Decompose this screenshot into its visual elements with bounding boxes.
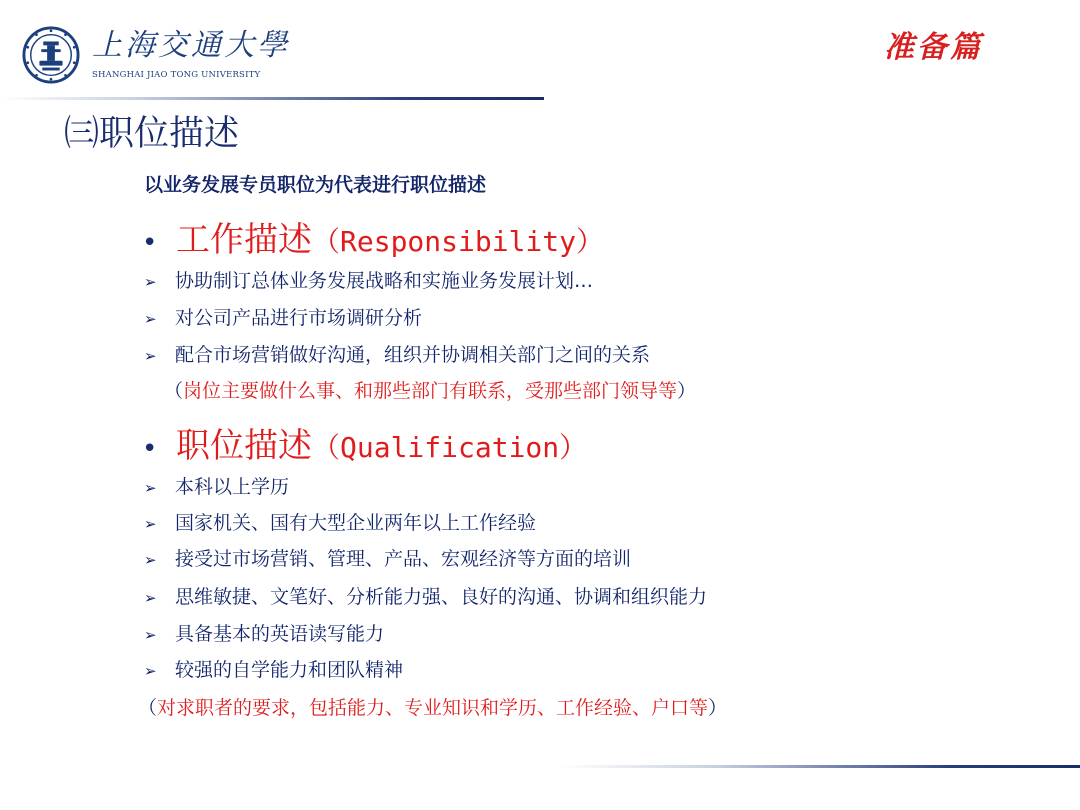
arrow-bullet-icon: ➢ [144,347,157,365]
section-tag: 准备篇 [884,30,983,65]
list-item [144,303,422,330]
list-item-text: 思维敏捷、文笔好、分析能力强、良好的沟通、协调和组织能力 [175,586,708,608]
list-item [144,582,707,609]
bullet-icon: • [142,434,158,464]
list-item [144,266,593,293]
note-text: 岗位主要做什么事、和那些部门有联系，受那些部门领导等 [183,380,678,402]
list-item [144,472,289,499]
list-item [144,655,403,682]
arrow-bullet-icon: ➢ [144,662,157,680]
bullet-icon: • [142,228,158,258]
list-item-text: 本科以上学历 [175,476,290,498]
heading-qualification [142,418,587,467]
subtitle: 以业务发展专员职位为代表进行职位描述 [144,174,487,196]
arrow-bullet-icon: ➢ [144,551,157,569]
arrow-bullet-icon: ➢ [144,515,157,533]
responsibility-note [164,376,696,403]
university-seal-icon [22,26,80,84]
note-text: 对求职者的要求，包括能力、专业知识和学历、工作经验、户口等 [157,697,709,719]
list-item-text: 协助制订总体业务发展战略和实施业务发展计划… [175,270,594,292]
university-logo-name-cn: 上海交通大學 [92,28,290,63]
arrow-bullet-icon: ➢ [144,479,157,497]
university-logo-name-en: SHANGHAI JIAO TONG UNIVERSITY [92,70,261,80]
heading-qualification-en: （Qualification） [312,431,588,464]
list-item-text: 较强的自学能力和团队精神 [175,659,404,681]
arrow-bullet-icon: ➢ [144,273,157,291]
list-item-text: 接受过市场营销、管理、产品、宏观经济等方面的培训 [175,548,632,570]
page-title: ㈢职位描述 [64,114,240,154]
list-item [144,508,536,535]
title-divider [0,97,544,100]
list-item-text: 具备基本的英语读写能力 [175,623,385,645]
list-item [144,340,650,367]
list-item-text: 国家机关、国有大型企业两年以上工作经验 [175,512,537,534]
heading-responsibility-cn: 工作描述 [176,220,312,260]
heading-responsibility-en: （Responsibility） [312,225,605,258]
arrow-bullet-icon: ➢ [144,310,157,328]
note-open-paren: （ [164,380,184,402]
arrow-bullet-icon: ➢ [144,626,157,644]
note-close-paren: ） [708,697,728,719]
arrow-bullet-icon: ➢ [144,589,157,607]
list-item-text: 对公司产品进行市场调研分析 [175,307,423,329]
list-item [144,544,631,571]
note-close-paren: ） [677,380,697,402]
note-open-paren: （ [138,697,158,719]
heading-qualification-cn: 职位描述 [176,426,312,466]
qualification-note [138,693,727,720]
list-item-text: 配合市场营销做好沟通，组织并协调相关部门之间的关系 [175,344,651,366]
list-item [144,619,384,646]
footer-divider [560,765,1080,768]
heading-responsibility [142,212,604,261]
